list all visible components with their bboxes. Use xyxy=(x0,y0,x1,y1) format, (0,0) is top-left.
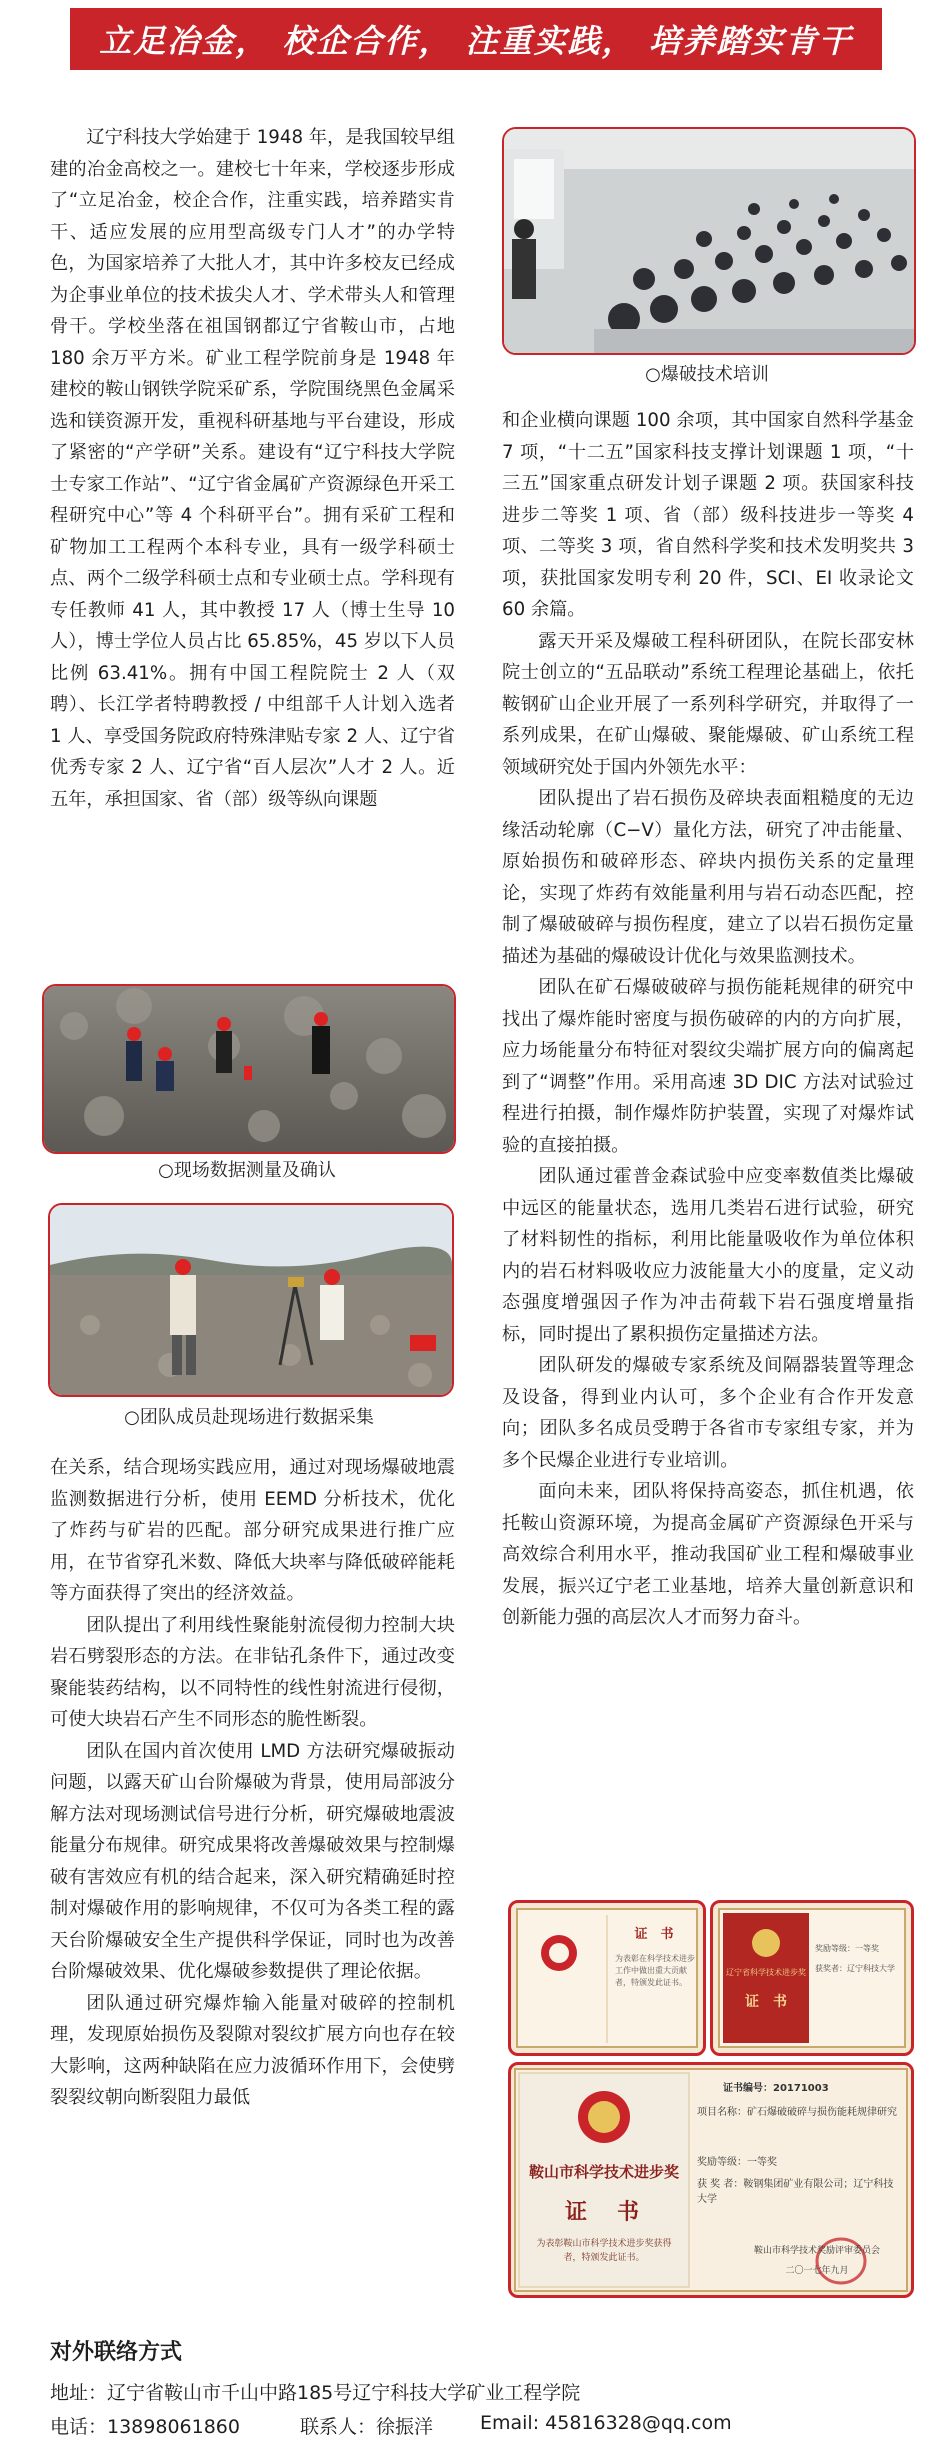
right-paragraph-7: 面向未来，团队将保持高姿态，抓住机遇，依托鞍山资源环境，为提高金属矿产资源绿色开采与高效综合利用水平，推动我国矿业工程和爆破事业发展，振兴辽宁老工业基地，培养大量创新意识和创新能力强的高层次人才而努力奋斗。 xyxy=(502,1481,914,1628)
contact-title: 对外联络方式 xyxy=(50,2340,183,2365)
left-column-intro xyxy=(50,122,455,992)
cert-grade: 奖励等级：一等奖 xyxy=(697,2157,777,2168)
data-collect-caption: ○团队成员赴现场进行数据采集 xyxy=(124,1407,374,1428)
cert-blessing: 为表彰鞍山市科学技术进步奖获得者，特颁发此证书。 xyxy=(536,2239,672,2263)
right-paragraph-2: 露天开采及爆破工程科研团队，在院长邵安林院士创立的“五品联动”系统工程理论基础上，依托鞍钢矿山企业开展了一系列科学研究，并取得了一系列成果，在矿山爆破、聚能爆破、矿山系统工程领域研究处于国内外领先水平： xyxy=(502,630,914,778)
left-column-continued xyxy=(50,1452,455,2322)
contact-phone: 电话：13898061860 xyxy=(50,2416,240,2438)
left-paragraph-1: 在关系，结合现场实践应用，通过对现场爆破地震监测数据进行分析，使用 EEMD 分析技术，优化了炸药与矿岩的匹配。部分研究成果进行推广应用，在节省穿孔米数、降低大块率与降低破碎能耗等方面获得了突出的经济效益。 xyxy=(50,1457,455,1604)
left-paragraph-4: 团队通过研究爆炸输入能量对破碎的控制机理，发现原始损伤及裂隙对裂纹扩展方向也存在较大影响，这两种缺陷在应力波循环作用下，会使劈裂裂纹朝向断裂阻力最低 xyxy=(50,1992,455,2108)
contact-email: Email: 45816328@qq.com xyxy=(480,2412,732,2434)
certificate-small-2 xyxy=(710,1900,914,2056)
right-paragraph-3: 团队提出了岩石损伤及碎块表面粗糙度的无边缘活动轮廓（C−V）量化方法，研究了冲击能量、原始损伤和破碎形态、碎块内损伤关系的定量理论，实现了炸药有效能量利用与岩石动态匹配，控制了爆破破碎与损伤程度，建立了以岩石损伤定量描述为基础的爆破设计优化与效果监测技术。 xyxy=(502,788,914,967)
contact-person: 联系人：徐振洋 xyxy=(300,2416,434,2438)
certificate-large xyxy=(508,2062,914,2298)
cert-small-2-line2: 获奖者：辽宁科技大学 xyxy=(815,1964,895,1973)
national-emblem-icon xyxy=(752,1929,780,1957)
cert-number: 证书编号：20171003 xyxy=(723,2083,829,2094)
cert-small-2-subtitle: 辽宁省科学技术进步奖 xyxy=(726,1968,806,1977)
right-paragraph-5: 团队通过霍普金森试验中应变率数值类比爆破中远区的能量状态，选用几类岩石进行试验，研究了材料韧性的指标，利用比能量吸收作为单位体积内的岩石材料吸收应力波能量大小的度量，定义动态强度增强因子作为冲击荷载下岩石强度增量指标，同时提出了累积损伤定量描述方法。 xyxy=(502,1166,914,1345)
cert-big-heading: 证 书 xyxy=(564,2200,643,2225)
banner-title: 立足冶金， 校企合作， 注重实践， 培养踏实肯干 xyxy=(70,8,882,70)
right-paragraph-1: 和企业横向课题 100 余项，其中国家自然科学基金 7 项，“十二五”国家科技支撑计划课题 1 项，“十三五”国家重点研发计划子课题 2 项。获国家科技进步二等奖 1 项、省（部）级科技进步一等奖 4 项、二等奖 3 项，省自然科学奖和技术发明奖共 3 项，获批国家发明专利 20 件，SCI、EI 收录论文 60 余篇。 xyxy=(502,410,914,620)
left-paragraph-3: 团队在国内首次使用 LMD 方法研究爆破振动问题，以露天矿山台阶爆破为背景，使用局部波分解方法对现场测试信号进行分析，研究爆破地震波能量分布规律。研究成果将改善爆破效果与控制爆破有害效应有机的结合起来，深入研究精确延时控制对爆破作用的影响规律，不仅可为各类工程的露天台阶爆破安全生产提供科学保证，同时也为改善台阶爆破效果、优化爆破参数提供了理论依据。 xyxy=(50,1740,455,1982)
data-collect-photo xyxy=(48,1203,454,1397)
field-measure-caption: ○现场数据测量及确认 xyxy=(158,1160,336,1181)
intro-paragraph: 辽宁科技大学始建于 1948 年，是我国较早组建的冶金高校之一。建校七十年来，学校逐步形成了“立足冶金，校企合作，注重实践，培养踏实肯干、适应发展的应用型高级专门人才”的办学特色，为国家培养了大批人才，其中许多校友已经成为企事业单位的技术拔尖人才、学术带头人和管理骨干。学校坐落在祖国钢都辽宁省鞍山市，占地 180 余万平方米。矿业工程学院前身是 1948 年建校的鞍山钢铁学院采矿系，学院围绕黑色金属采选和镁资源开发，重视科研基地与平台建设，形成了紧密的“产学研”关系。建设有“辽宁科技大学院士专家工作站”、“辽宁省金属矿产资源绿色开采工程研究中心”等 4 个科研平台”。拥有采矿工程和矿物加工工程两个本科专业，具有一级学科硕士点、两个二级学科硕士点和专业硕士点。学科现有专任教师 41 人，其中教授 17 人（博士生导 10 人），博士学位人员占比 65.85%，45 岁以下人员比例 63.41%。拥有中国工程院院士 2 人（双聘）、长江学者特聘教授 / 中组部千人计划入选者 1 人、享受国务院政府特殊津贴专家 2 人、辽宁省优秀专家 2 人、辽宁省“百人层次”人才 2 人。近五年，承担国家、省（部）级等纵向课题 xyxy=(50,127,455,810)
training-photo xyxy=(502,127,916,355)
right-paragraph-6: 团队研发的爆破专家系统及间隔器装置等理念及设备，得到业内认可，多个企业有合作开发意向；团队多名成员受聘于各省市专家组专家，并为多个民爆企业进行专业培训。 xyxy=(502,1355,914,1471)
cert-small-2-line1: 奖励等级：一等奖 xyxy=(815,1944,879,1953)
cert-small-1-body: 为表彰在科学技术进步工作中做出重大贡献者，特颁发此证书。 xyxy=(615,1954,695,1987)
cert-small-2-heading: 证 书 xyxy=(745,1994,787,2010)
training-caption: ○爆破技术培训 xyxy=(645,364,769,385)
contact-address: 地址：辽宁省鞍山市千山中路185号辽宁科技大学矿业工程学院 xyxy=(50,2382,581,2404)
certificate-small-1 xyxy=(508,1900,706,2056)
cert-project: 项目名称：矿石爆破破碎与损伤能耗规律研究 xyxy=(697,2107,897,2118)
cert-date: 二〇一七年九月 xyxy=(785,2266,849,2276)
cert-small-1-heading: 证 书 xyxy=(634,1927,674,1942)
cert-winners: 获 奖 者：鞍钢集团矿业有限公司；辽宁科技大学 xyxy=(697,2179,894,2205)
right-paragraph-4: 团队在矿石爆破破碎与损伤能耗规律的研究中找出了爆炸能时密度与损伤破碎的内的方向扩展，应力场能量分布特征对裂纹尖端扩展方向的偏离起到了“调整”作用。采用高速 3D DIC 方法对试验过程进行拍摄，制作爆炸防护装置，实现了对爆炸试验的直接拍摄。 xyxy=(502,977,914,1156)
field-measure-photo xyxy=(42,984,456,1154)
left-paragraph-2: 团队提出了利用线性聚能射流侵彻力控制大块岩石劈裂形态的方法。在非钻孔条件下，通过改变聚能装药结构，以不同特性的线性射流进行侵彻，可使大块岩石产生不同形态的脆性断裂。 xyxy=(50,1614,455,1730)
cert-issuer: 鞍山市科学技术奖励评审委员会 xyxy=(753,2246,880,2256)
right-column xyxy=(502,405,914,1865)
cert-award-title: 鞍山市科学技术进步奖 xyxy=(528,2163,679,2181)
